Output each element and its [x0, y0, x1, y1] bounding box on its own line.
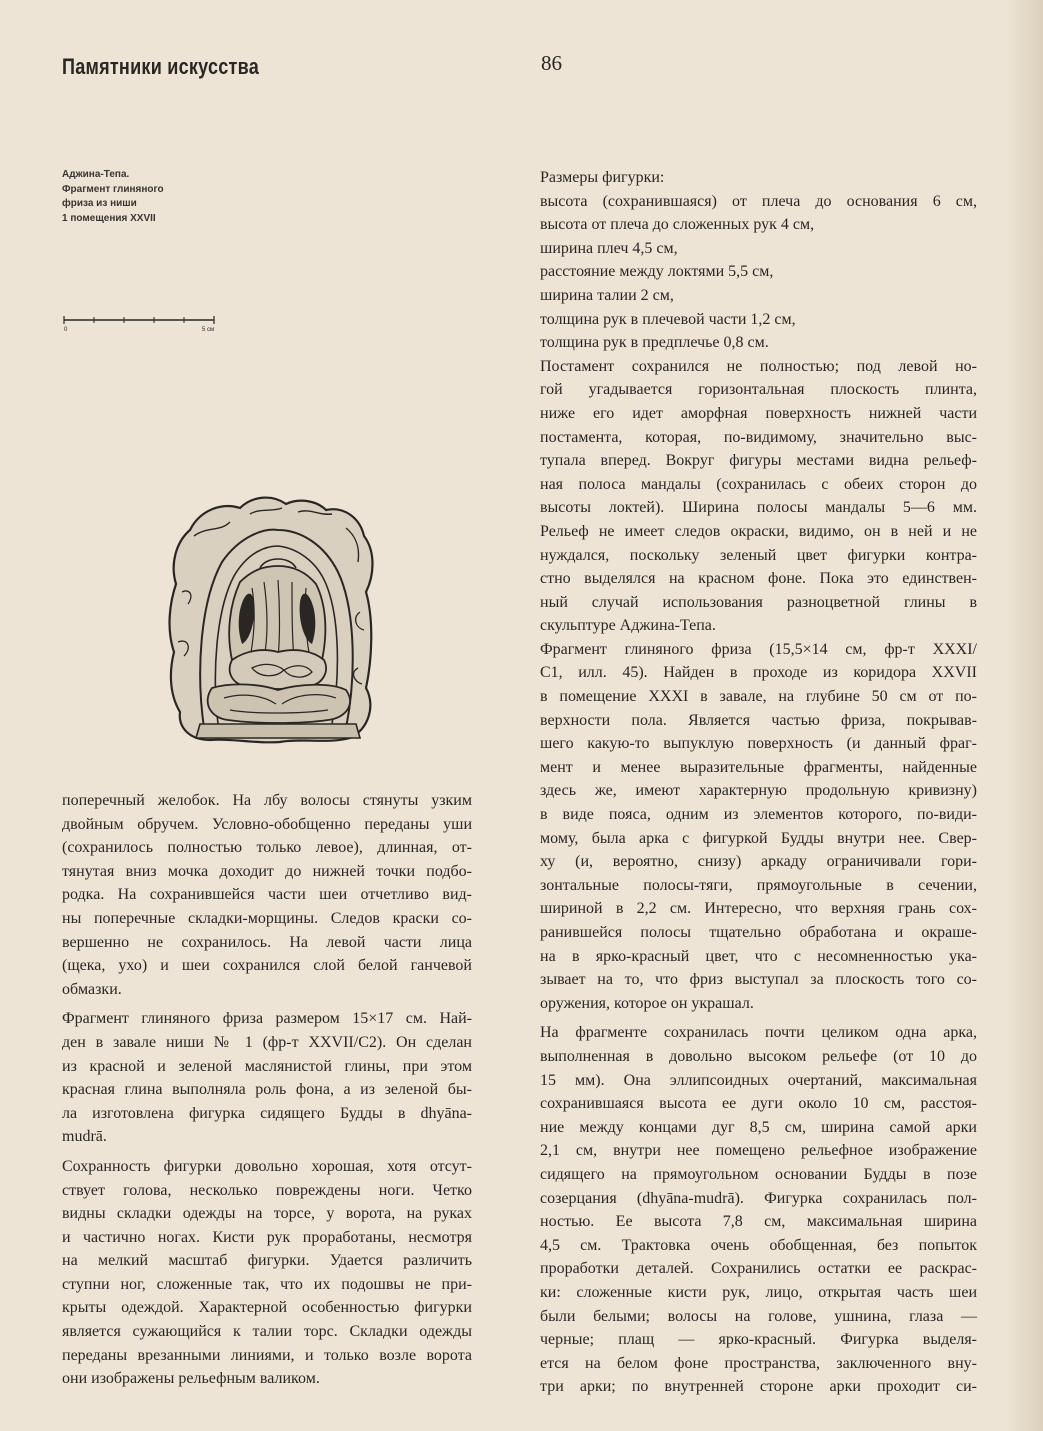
text-line: в виде пояса, одним из элементов которого, по-види- [540, 806, 977, 824]
text-line: и частично ногах. Кисти рук проработаны, несмотря [62, 1228, 472, 1246]
facing-page-edge [1007, 0, 1043, 1431]
text-line: переданы врезанными линиями, и только возле ворота [62, 1346, 472, 1364]
paragraph [540, 638, 977, 1016]
caption-line: Аджина-Тепа. [62, 169, 130, 180]
text-line: толщина рук в плечевой части 1,2 см, [540, 310, 796, 328]
text-line: на мелкий масштаб фигурки. Удается различить [62, 1252, 472, 1270]
paragraph [540, 1021, 977, 1399]
text-line: На фрагменте сохранилась почти целиком одна арка, [540, 1024, 977, 1042]
text-line: тянутая вниз мочка доходит до нижней точки подбо- [62, 862, 472, 880]
text-line: ная полоса мандалы (сохранилась с обеих сторон до [540, 475, 977, 493]
text-line: 15 мм). Она эллипсоидных очертаний, максимальная [540, 1071, 977, 1089]
text-line: шего какую-то выпуклую поверхность (и данный фраг- [540, 735, 977, 753]
text-line: были белыми; волосы на голове, ушнина, глаза — [540, 1307, 977, 1325]
page-number: 86 [541, 51, 562, 75]
text-line: 4,5 см. Трактовка очень обобщенная, без попыток [540, 1236, 977, 1254]
paragraph [62, 789, 472, 1001]
text-line: шириной в 2,2 см. Интересно, что верхняя грань сох- [540, 900, 977, 918]
text-line: ны поперечные складки-морщины. Следов краски со- [62, 909, 472, 927]
text-line: крыты одеждой. Характерной особенностью фигурки [62, 1299, 472, 1317]
text-line: постамента, которая, по-видимому, значительно выс- [540, 428, 977, 446]
buddha-fragment-drawing [160, 492, 388, 744]
text-line: ху (и, вероятно, снизу) аркаду ограничивали гори- [540, 853, 977, 871]
text-line: ранившейся полосы тщательно обработана и окраше- [540, 924, 977, 941]
text-line: высота (сохранившаяся) от плеча до основания 6 см, [540, 192, 977, 210]
text-line: вершенно не сохранилось. На левой части лица [62, 933, 472, 951]
running-title: Памятники искусства [62, 54, 260, 79]
text-line: поперечный желобок. На лбу волосы стянуты узким [62, 792, 472, 809]
text-line: выполненная в довольно высоком рельефе (от 10 до [540, 1047, 977, 1065]
text-line: (щека, ухо) и шеи сохранился слой белой ганчевой [62, 957, 472, 975]
text-line: ный случай использования разноцветной глины в [540, 593, 977, 611]
text-line: оружения, которое он украшал. [540, 994, 754, 1012]
scale-bar [62, 312, 218, 332]
text-line: двойным обручем. Условно-обобщенно переданы уши [62, 815, 472, 833]
text-line: ствует голова, несколько повреждены ноги. Четко [62, 1181, 472, 1199]
text-line: ностью. Ее высота 7,8 см, максимальная ширина [540, 1213, 977, 1231]
scale-label-left: 0 [64, 327, 68, 332]
text-line: нуждался, поскольку зеленый цвет фигурки контра- [540, 546, 977, 564]
text-line: Сохранность фигурки довольно хорошая, хотя отсут- [62, 1157, 472, 1175]
text-line: красная глина выполняла роль фона, а из зеленой бы- [62, 1081, 472, 1099]
text-line: ширина талии 2 см, [540, 286, 674, 304]
text-line: сохранившаяся высота ее дуги около 10 см, расстоя- [540, 1095, 977, 1113]
text-line: на в ярко-красный цвет, что с несомненностью ука- [540, 947, 977, 965]
text-line: ки: сложенные кисти рук, лицо, открытая часть шеи [540, 1283, 977, 1301]
text-line: мент и менее выразительные фрагменты, найденные [540, 758, 977, 776]
text-line: гой угадывается горизонтальная плоскость плинта, [540, 381, 977, 399]
text-line: созерцания (dhyāna-mudrā). Фигурка сохранилась пол- [540, 1189, 977, 1207]
text-line: расстояние между локтями 5,5 см, [540, 263, 774, 281]
scale-label-right: 5 см [202, 327, 215, 332]
left-text-column [62, 789, 472, 1391]
text-line: ние между концами дуг 8,5 см, ширина самой арки [540, 1118, 977, 1136]
caption-line: фриза из ниши [62, 198, 137, 209]
text-line: мому, была арка с фигуркой Будды внутри нее. Свер- [540, 829, 977, 847]
caption-line: Фрагмент глиняного [62, 183, 164, 195]
text-line: зывает на то, что фриз выступал за плоскость того со- [540, 971, 977, 989]
text-line: высоты локтей). Ширина полосы мандалы 5—6 мм. [540, 499, 977, 517]
text-line: сидящего на прямоугольном основании Будды в позе [540, 1165, 977, 1183]
figure-caption [62, 168, 164, 226]
paragraph [62, 1007, 472, 1149]
text-line: ла изготовлена фигурка сидящего Будды в dhyāna- [62, 1104, 472, 1122]
text-line: черные; плащ — ярко-красный. Фигурка выделя- [540, 1331, 977, 1349]
text-line: Фрагмент глиняного фриза размером 15×17 см. Най- [62, 1010, 472, 1028]
caption-line: 1 помещения XXVII [62, 212, 156, 224]
text-line: верхности пола. Является частью фриза, покрывав- [540, 711, 977, 729]
text-line: Фрагмент глиняного фриза (15,5×14 см, фр-т XXXI/ [540, 640, 977, 658]
text-line: 2,1 см, внутри нее помещено рельефное изображение [540, 1142, 977, 1160]
text-line: высота от плеча до сложенных рук 4 см, [540, 216, 815, 234]
text-line: три арки; по внутренней стороне арки проходит си- [540, 1378, 977, 1396]
text-line: C1, илл. 45). Найден в проходе из коридора XXVII [540, 664, 977, 682]
paragraph [540, 355, 977, 638]
text-line: тупала вперед. Вокруг фигуры местами видна рельеф- [540, 452, 977, 470]
text-line: Размеры фигурки: [540, 169, 665, 186]
text-line: зонтальные полосы-тяги, прямоугольные в сечении, [540, 876, 977, 894]
text-line: Рельеф не имеет следов окраски, видимо, он в ней и не [540, 522, 977, 540]
text-line: родка. На сохранившейся части шеи отчетливо вид- [62, 886, 472, 904]
text-line: видны складки одежды на торсе, у ворота, на руках [62, 1205, 472, 1223]
text-line: скульптуре Аджина-Тепа. [540, 617, 716, 635]
text-line: они изображены рельефным валиком. [62, 1370, 320, 1388]
text-line: в помещение XXXI в завале, на глубине 50 см от по- [540, 688, 977, 706]
right-text-column [540, 166, 977, 1399]
text-line: ется на белом фоне пространства, заключенного вну- [540, 1354, 977, 1372]
text-line: Постамент сохранился не полностью; под левой но- [540, 357, 977, 375]
text-line: из красной и зеленой маслянистой глины, при этом [62, 1057, 472, 1075]
text-line: ниже его идет аморфная поверхность нижней части [540, 404, 977, 422]
text-line: (сохранилось полностью только левое), длинная, от- [62, 839, 472, 857]
paragraph [540, 166, 977, 355]
text-line: обмазки. [62, 980, 122, 998]
text-line: ширина плеч 4,5 см, [540, 239, 678, 257]
text-line: ступни ног, сложенные так, что их подошвы не при- [62, 1275, 472, 1293]
text-line: mudrā. [62, 1128, 107, 1146]
text-line: здесь же, имеют характерную продольную кривизну) [540, 782, 977, 800]
text-line: проработки деталей. Сохранились остатки ее раскрас- [540, 1260, 977, 1278]
paragraph [62, 1155, 472, 1391]
text-line: ден в завале ниши № 1 (фр-т XXVII/C2). Он сделан [62, 1033, 472, 1051]
text-line: толщина рук в предплечье 0,8 см. [540, 334, 769, 352]
text-line: стно выделялся на красном фоне. Пока это единствен- [540, 570, 977, 588]
text-line: является сужающийся к талии торс. Складки одежды [62, 1323, 472, 1341]
